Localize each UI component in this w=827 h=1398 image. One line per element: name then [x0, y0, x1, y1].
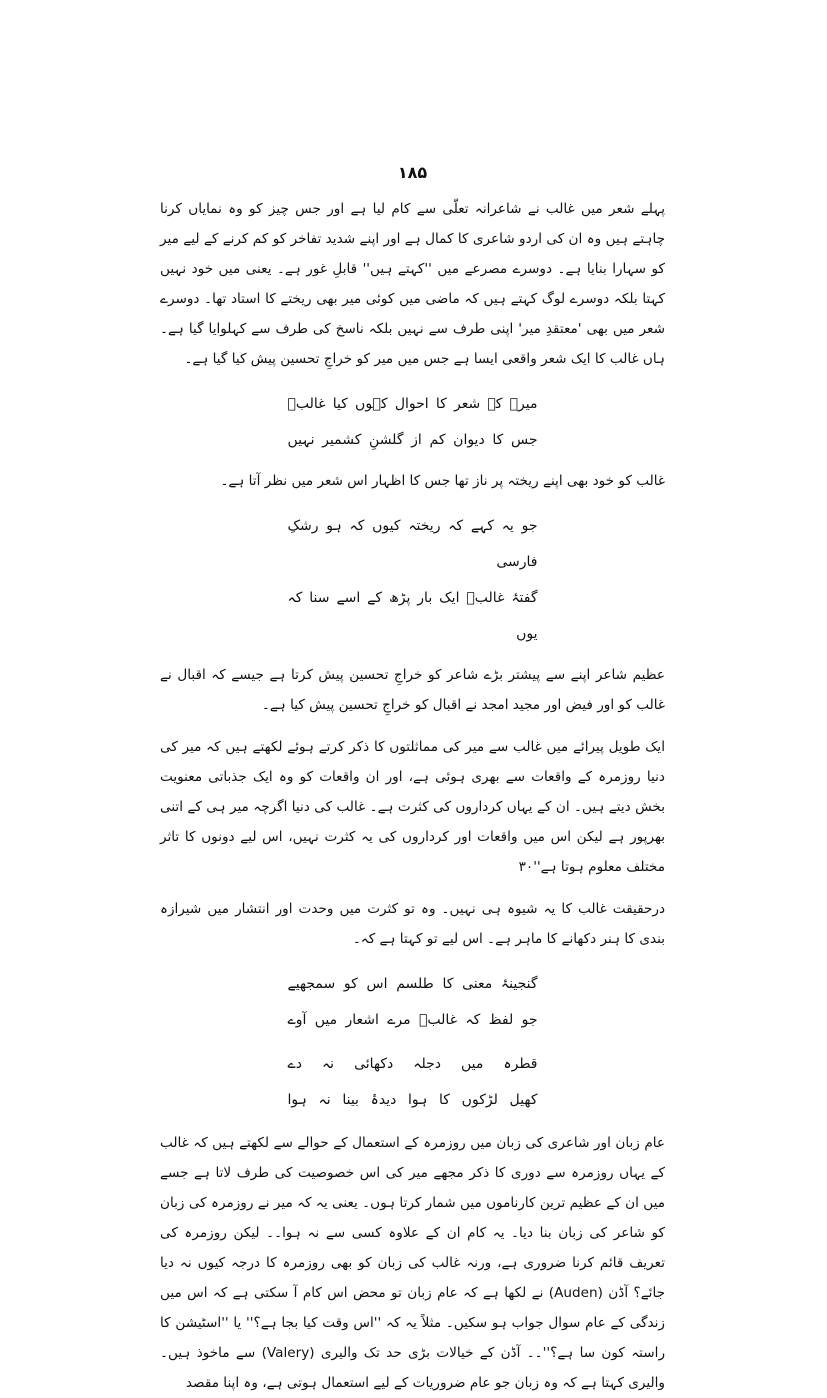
paragraph: غالب کو خود بھی اپنے ریختہ پر ناز تھا جس کا اظہار اس شعر میں نظر آتا ہے۔ [220, 473, 665, 489]
verse-line: قطرہ میں دجلہ دکھائی نہ دے [287, 1056, 538, 1072]
verse-line: کھیل لڑکوں کا ہوا دیدۂ بینا نہ ہوا [287, 1092, 538, 1108]
couplet [288, 966, 538, 1038]
paragraph: عام زبان اور شاعری کی زبان میں روزمرہ کے استعمال کے حوالے سے لکھتے ہیں کہ غالب کے یہاں روزمرہ سے دوری کا ذکر مجھے میر کی اس خصوصیت کی طرف لاتا ہے جسے میں ان کے عظیم ترین کارناموں میں شمار کرتا ہوں۔ یعنی یہ کہ میر نے روزمرہ کی زبان کو شاعر کی زبان بنا دیا۔ یہ کام ان کے علاوہ کسی سے نہ ہوا۔۔ لیکن روزمرہ کی تعریف قائم کرنا ضروری ہے، ورنہ غالب کی زبان کو بھی روزمرہ کا درجہ کیوں نہ دیا جائے؟ آڈن (Auden) نے لکھا ہے کہ عام زبان تو محض اس کام آ سکتی ہے کہ اس میں زندگی کے عام سوال جواب ہو سکیں۔ مثلاً یہ کہ ''اس وقت کیا بجا ہے؟'' یا ''اسٹیشن کا راستہ کون سا ہے؟''۔۔ آڈن کے خیالات بڑی حد تک والیری (Valery) سے ماخوذ ہیں۔ والیری کہتا ہے کہ وہ زبان جو عام ضروریات کے لیے استعمال ہوتی ہے، وہ اپنا مقصد [160, 1135, 666, 1391]
paragraph: پہلے شعر میں غالب نے شاعرانہ تعلّی سے کام لیا ہے اور جس چیز کو وہ نمایاں کرنا چاہتے ہیں وہ ان کی اردو شاعری کا کمال ہے اور اپنے شدید تفاخر کو کم کرنے کے لیے میر کو سہارا بنایا ہے۔ دوسرے مصرعے میں ''کہتے ہیں'' قابلِ غور ہے۔ یعنی میں خود نہیں کہتا بلکہ دوسرے لوگ کہتے ہیں کہ ماضی میں کوئی میر بھی ریختے کا استاد تھا۔ دوسرے شعر میں بھی 'معتقدِ میر' اپنی طرف سے نہیں بلکہ ناسخ کی طرف سے کہلوایا گیا ہے۔ ہاں غالب کا ایک شعر واقعی ایسا ہے جس میں میر کو خراجِ تحسین پیش کیا گیا ہے۔ [160, 201, 665, 367]
couplet [288, 386, 538, 458]
verse-line: گفتۂ غالبؔ ایک بار پڑھ کے اسے سنا کہ یوں [287, 590, 538, 642]
verse-line: جو لفظ کہ غالبؔ مرے اشعار میں آوے [287, 1012, 538, 1028]
verse-line: جو یہ کہے کہ ریختہ کیوں کہ ہو رشکِ فارسی [287, 518, 538, 570]
verse-line: میرؔ کے شعر کا احوال کہوں کیا غالبؔ [287, 396, 538, 412]
paragraph: ایک طویل پیرائے میں غالب سے میر کی مماثلتوں کا ذکر کرتے ہوئے لکھتے ہیں کہ میر کی دنیا روزمرہ کے واقعات سے بھری ہوئی ہے، اور ان واقعات کو وہ ایک جذباتی معنویت بخش دیتے ہیں۔ ان کے یہاں کرداروں کی کثرت ہے۔ غالب کی دنیا اگرچہ میر ہی کے اتنی بھرپور ہے لیکن اس میں واقعات اور کرداروں کی یہ کثرت نہیں، اس لیے دونوں کا تاثر مختلف معلوم ہوتا ہے''۳۰ [160, 739, 665, 875]
couplet [288, 508, 538, 652]
paragraph: درحقیقت غالب کا یہ شیوہ ہی نہیں۔ وہ تو کثرت میں وحدت اور انتشار میں شیرازہ بندی کا ہنر دکھانے کا ماہر ہے۔ اس لیے تو کہتا ہے کہ۔ [160, 901, 665, 947]
verse-line: گنجینۂ معنی کا طلسم اس کو سمجھیے [287, 976, 538, 992]
paragraph: عظیم شاعر اپنے سے پیشتر بڑے شاعر کو خراجِ تحسین پیش کرتا ہے جیسے کہ اقبال نے غالب کو اور فیض اور مجید امجد نے اقبال کو خراجِ تحسین پیش کیا ہے۔ [160, 667, 665, 713]
couplet [288, 1046, 538, 1118]
page-number: ۱۸۵ [397, 163, 428, 182]
verse-line: جس کا دیوان کم از گلشنِ کشمیر نہیں [287, 432, 538, 448]
